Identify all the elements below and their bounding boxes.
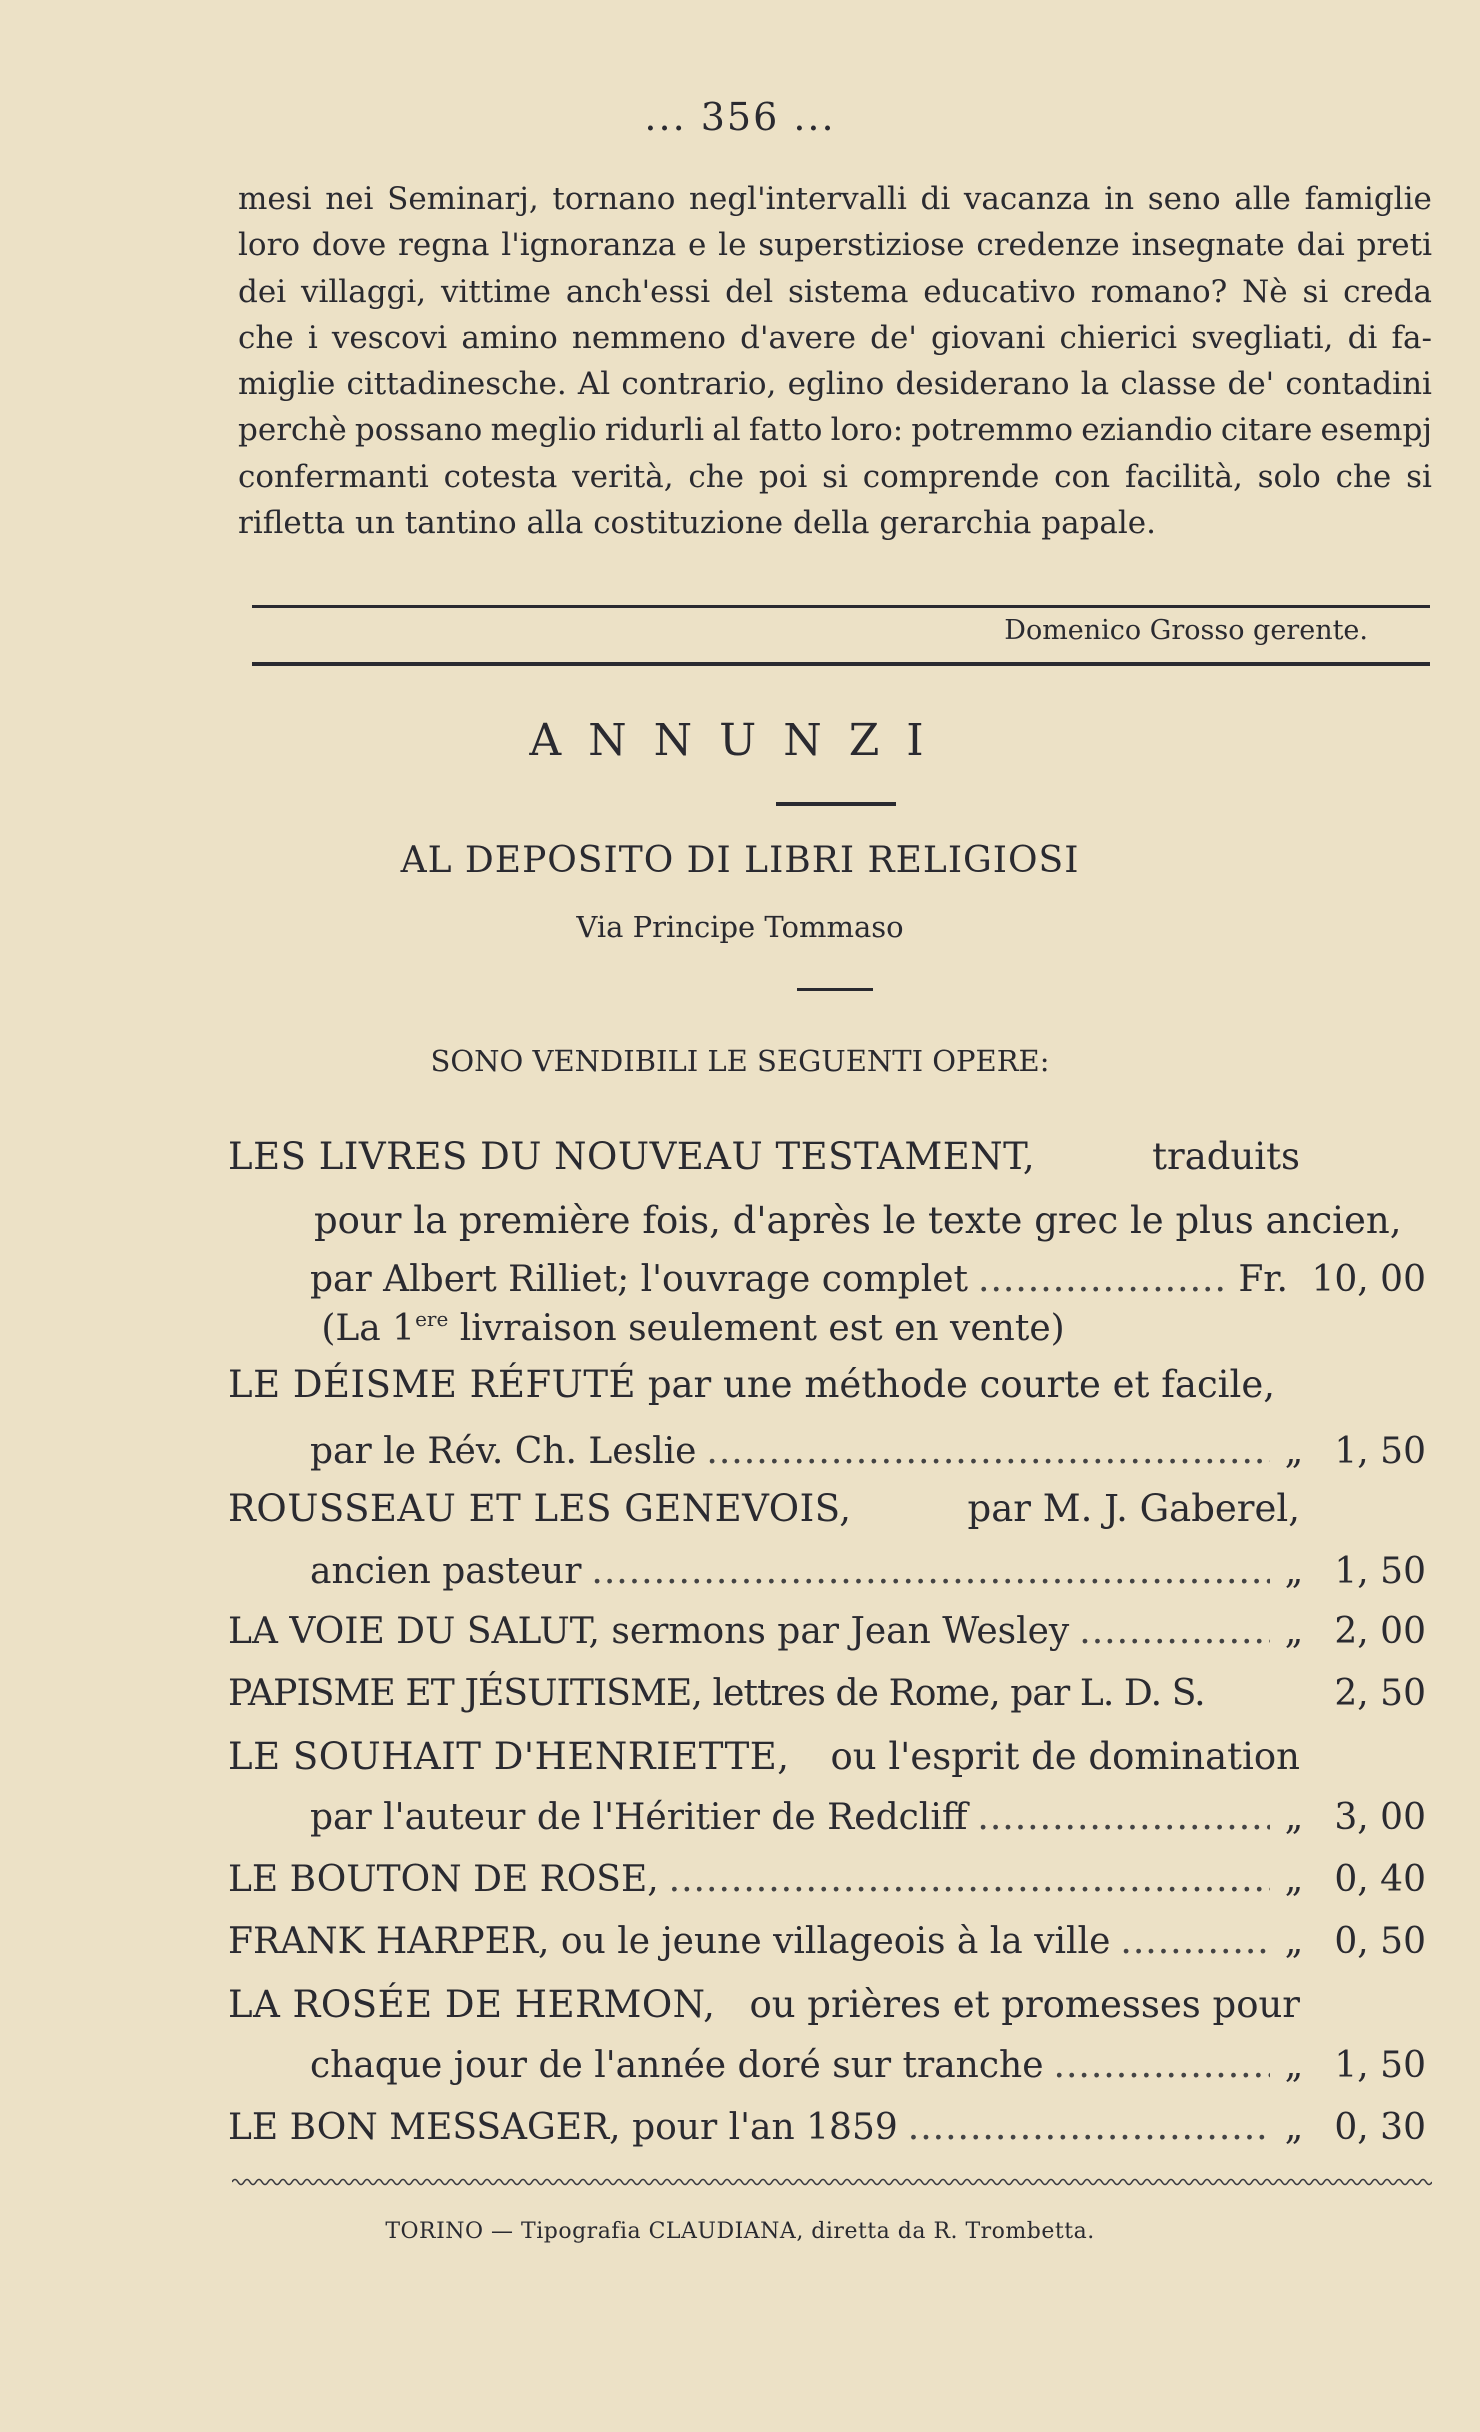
book-title: LE BON MESSAGER, (228, 2107, 621, 2148)
leader-dots (977, 1800, 1270, 1836)
paragraph-line: loro dove regna l'ignoranza e le superstiziose credenze insegnate dai preti (238, 227, 1432, 264)
book-title: LA ROSÉE DE HERMON, (228, 1983, 716, 2026)
ditto-mark: „ (1284, 1859, 1304, 1900)
bottom-rule-thick (252, 662, 1430, 666)
listing-price: 2, 00 (1334, 1611, 1426, 1652)
note-text: (La 1 (321, 1308, 416, 1349)
paragraph-line: che i vescovi amino nemmeno d'avere de' giovani chierici svegliati, di fa- (238, 319, 1432, 356)
listing-price-row (310, 1259, 1426, 1300)
listing-text (228, 1611, 1070, 1652)
listing-price-row (228, 1673, 1426, 1714)
ditto-mark: „ (1284, 2045, 1304, 2086)
paragraph-line: rifletta un tantino alla costituzione della gerarchia papale. (238, 505, 1157, 542)
listing-price: 1, 50 (1334, 2045, 1426, 2086)
listing-price: 0, 30 (1334, 2107, 1426, 2148)
gerente-signature: Domenico Grosso gerente. (1004, 615, 1368, 646)
listing-price: 0, 40 (1334, 1859, 1426, 1900)
listing-text: par le Rév. Ch. Leslie (310, 1431, 697, 1472)
listing-price: 1, 50 (1334, 1551, 1426, 1592)
listing-price-row (310, 1431, 1426, 1472)
depot-name: AL DEPOSITO DI LIBRI RELIGIOSI (400, 840, 1080, 881)
book-subtitle: lettres de Rome, par L. D. S. (712, 1673, 1205, 1714)
annunzi-heading: ANNUNZI (529, 715, 951, 766)
depot-address: Via Principe Tommaso (576, 910, 904, 944)
listing-price-row (228, 2107, 1426, 2148)
listing-text (228, 1921, 1111, 1962)
book-title: ROUSSEAU ET LES GENEVOIS, (228, 1487, 852, 1530)
ditto-mark: „ (1284, 2107, 1304, 2148)
listing-title-line (228, 1363, 1275, 1406)
listing-text: par Albert Rilliet; l'ouvrage complet (310, 1259, 969, 1300)
listing-text (228, 2107, 898, 2148)
leader-dots (1120, 1924, 1270, 1960)
leader-dots (669, 1862, 1270, 1898)
book-subtitle: ou le jeune villageois à la ville (560, 1921, 1111, 1962)
book-title: LA VOIE DU SALUT, (228, 1611, 600, 1652)
ditto-mark: „ (1284, 1921, 1304, 1962)
listing-price: 2, 50 (1334, 1673, 1426, 1714)
listing-price: 3, 00 (1334, 1797, 1426, 1838)
book-subtitle: par M. J. Gaberel, (967, 1487, 1300, 1530)
paragraph-line: dei villaggi, vittime anch'essi del sistema educativo romano? Nè si creda (238, 273, 1432, 310)
paragraph-line: perchè possano meglio ridurli al fatto loro: potremmo eziandio citare esempj (238, 412, 1432, 449)
listing-price: 0, 50 (1334, 1921, 1426, 1962)
listing-text (228, 1673, 1205, 1714)
leader-dots (1054, 2048, 1270, 2084)
printer-footer: TORINO — Tipografia CLAUDIANA, diretta da R. Trombetta. (385, 2219, 1095, 2244)
book-title: FRANK HARPER, (228, 1921, 550, 1962)
ditto-mark: „ (1284, 1551, 1304, 1592)
short-rule-2 (797, 988, 873, 991)
top-rule (252, 605, 1430, 608)
wavy-divider (232, 2176, 1432, 2188)
currency-label: Fr. (1238, 1259, 1288, 1300)
listing-price: 1, 50 (1334, 1431, 1426, 1472)
book-subtitle: par une méthode courte et facile, (647, 1363, 1275, 1406)
book-title: LE BOUTON DE ROSE, (228, 1859, 659, 1900)
book-subtitle: pour l'an 1859 (632, 2107, 898, 2148)
listing-text: chaque jour de l'année doré sur tranche (310, 2045, 1044, 2086)
ditto-mark: „ (1284, 1611, 1304, 1652)
note-superscript: ere (415, 1307, 449, 1331)
book-title: PAPISME ET JÉSUITISME, (228, 1673, 702, 1714)
leader-dots (591, 1554, 1270, 1590)
book-title: LES LIVRES DU NOUVEAU TESTAMENT, (228, 1135, 1036, 1178)
leader-dots (908, 2110, 1270, 2146)
paragraph-line: miglie cittadinesche. Al contrario, eglino desiderano la classe de' contadini (238, 366, 1432, 403)
listing-price-row (228, 1921, 1426, 1962)
leader-dots (1079, 1614, 1270, 1650)
listing-text: par l'auteur de l'Héritier de Redcliff (310, 1797, 968, 1838)
page-number: ... 356 ... (644, 95, 836, 139)
leader-dots (978, 1262, 1228, 1298)
note-text-rest: livraison seulement est en vente) (448, 1308, 1065, 1349)
book-title: LE SOUHAIT D'HENRIETTE, (228, 1735, 790, 1778)
offer-heading: SONO VENDIBILI LE SEGUENTI OPERE: (430, 1044, 1050, 1078)
listing-title-line (228, 1983, 1300, 2026)
listing-line: pour la première fois, d'après le texte grec le plus ancien, (314, 1199, 1402, 1242)
listing-title-line (228, 1135, 1300, 1178)
paragraph-line: confermanti cotesta verità, che poi si comprende con facilità, solo che si (238, 458, 1432, 495)
listing-title-line (228, 1487, 1300, 1530)
listing-price-row (228, 1859, 1426, 1900)
listing-title-line (228, 1735, 1300, 1778)
listing-text: ancien pasteur (310, 1551, 582, 1592)
listing-price-row (310, 1797, 1426, 1838)
book-subtitle: traduits (1152, 1135, 1300, 1178)
book-subtitle: ou prières et promesses pour (749, 1983, 1300, 2026)
book-title: LE DÉISME RÉFUTÉ (228, 1363, 637, 1406)
book-subtitle: sermons par Jean Wesley (611, 1611, 1070, 1652)
listing-note (0, 1308, 1386, 1349)
ditto-mark: „ (1284, 1431, 1304, 1472)
listing-price-row (310, 1551, 1426, 1592)
leader-dots (706, 1434, 1270, 1470)
short-rule (776, 802, 896, 806)
paragraph-line: mesi nei Seminarj, tornano negl'intervalli di vacanza in seno alle famiglie (238, 181, 1432, 217)
listing-price-row (228, 1611, 1426, 1652)
book-subtitle: ou l'esprit de domination (830, 1735, 1300, 1778)
listing-price-row (310, 2045, 1426, 2086)
listing-price: 10, 00 (1311, 1259, 1426, 1300)
ditto-mark: „ (1284, 1797, 1304, 1838)
article-paragraph (238, 176, 1432, 546)
